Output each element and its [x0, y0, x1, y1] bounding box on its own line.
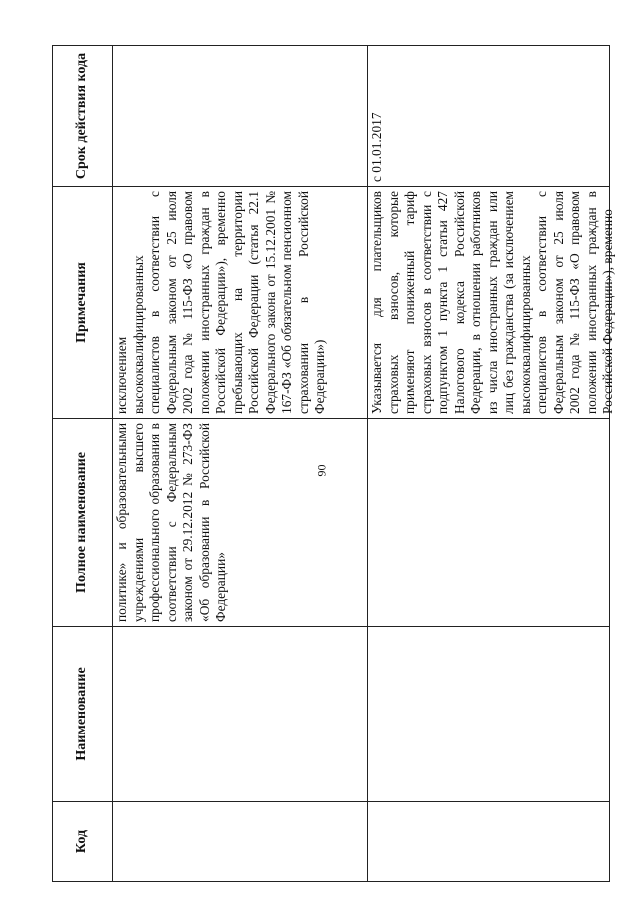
rotated-page-content: [52, 46, 615, 882]
cell-term: с 01.01.2017: [368, 46, 610, 187]
cell-notes: исключением высококвалифицированных специалистов в соответствии с Федеральным законом от 25 июля 2002 года № 115-ФЗ «О правовом положении иностранных граждан в Российской Федерации»), временно пребывающих на территории Российской Федерации (статья 22.1 Федерального закона от 15.12.2001 № 167-ФЗ «Об обязательном пенсионном страховании в Российской Федерации»): [113, 187, 368, 419]
header-term: Срок действия кода: [53, 46, 113, 187]
cell-notes-text: Указывается для плательщиков страховых взносов, которые применяют пониженный тариф страховых взносов в соответствии с подпунктом 1 пункта 1 статьи 427 Налогового кодекса Российской Федерации, в отношении работников из числа иностранных граждан или лиц без гражданства (за исключением высококвалифицированных специалистов в соответствии с Федеральным законом от 25 июля 2002 года № 115-ФЗ «О правовом положении иностранных граждан в Российской Федерации»), временно: [369, 191, 615, 414]
header-name: Наименование: [53, 627, 113, 802]
codes-table: [52, 45, 615, 882]
cell-code: [113, 802, 368, 882]
cell-code: [368, 802, 610, 882]
cell-name: [113, 627, 368, 802]
header-full-name: Полное наименование: [53, 419, 113, 627]
cell-term: [113, 46, 368, 187]
cell-name: [368, 627, 610, 802]
table-row: [368, 46, 610, 882]
cell-full-name: [368, 419, 610, 627]
cell-notes: [368, 187, 615, 419]
header-code: Код: [53, 802, 113, 882]
cell-full-name: политике» и образовательными учреждениями высшего профессионального образования в соответствии с Федеральным законом от 29.12.2012 № 273-ФЗ «Об образовании в Российской Федерации»: [113, 419, 368, 627]
table-header-row: [53, 46, 113, 882]
header-notes: Примечания: [53, 187, 113, 419]
page-number: 90: [314, 464, 329, 477]
table-row: [113, 46, 368, 882]
